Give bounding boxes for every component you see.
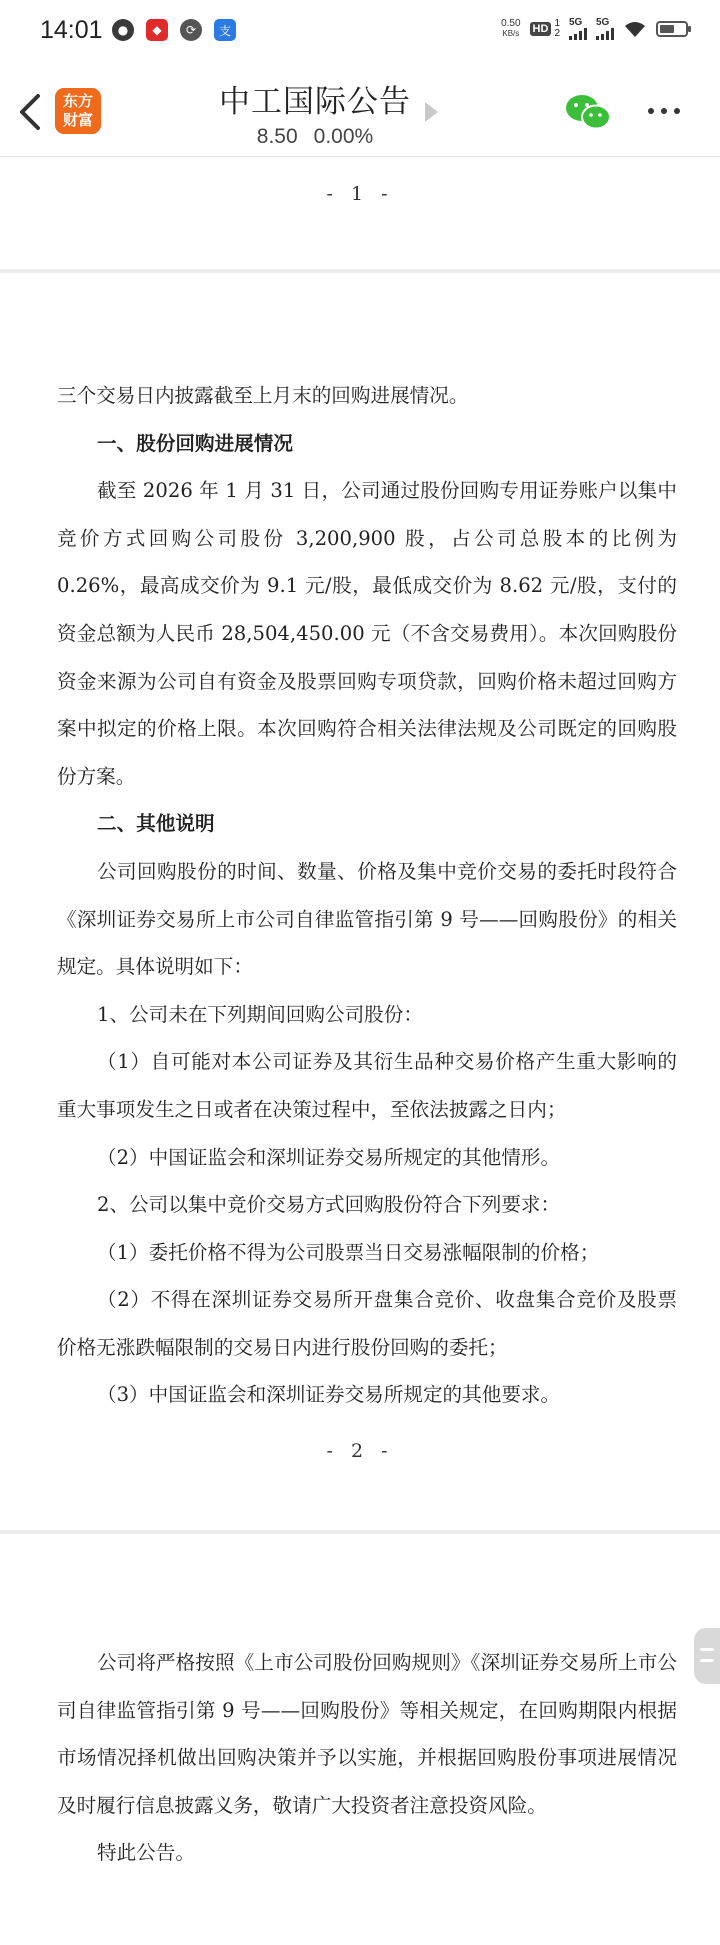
section-heading-2: 二、其他说明 [97,812,215,836]
signal-2 [596,18,614,40]
paragraph: 2、公司以集中竞价交易方式回购股份符合下列要求： [97,1193,561,1217]
sync-notification-icon: ⟳ [180,19,202,41]
eastmoney-logo[interactable] [55,88,101,134]
page-number-2: - 2 - [326,1440,394,1462]
logo-line1: 东方 [62,92,93,110]
status-bar [0,0,720,66]
section-heading-1: 一、股份回购进展情况 [97,431,293,455]
paragraph: 1、公司未在下列期间回购公司股份： [97,1002,423,1026]
paragraph: （2）不得在深圳证券交易所开盘集合竞价、收盘集合竞价及股票价格无涨跌幅限制的交易日内进行股份回购的委托； [57,1288,677,1359]
signal-1 [569,18,587,40]
more-menu-icon[interactable] [648,108,680,114]
page-title: 中工国际公告 [219,84,411,120]
closing-statement: 特此公告。 [97,1841,195,1865]
notification-icons [112,19,236,41]
wechat-share-icon[interactable] [565,92,611,132]
paragraph: 公司回购股份的时间、数量、价格及集中竞价交易的委托时段符合《深圳证券交易所上市公司自律监管指引第 9 号——回购股份》的相关规定。具体说明如下： [57,859,677,979]
sim-indicator [554,19,560,39]
stock-price: 8.50 [256,125,298,148]
battery-icon [656,21,688,37]
app-notification-icon: ◆ [146,19,168,41]
stock-change: 0.00% [313,125,374,148]
signal-bars-icon [596,28,614,40]
signal2-label: 5G [596,17,610,28]
paragraph: 截至 2026 年 1 月 31 日，公司通过股份回购专用证券账户以集中竞价方式回购公司股份 3,200,900 股，占公司总股本的比例为 0.26%，最高成交价为 9.1 元/股，最低成交价为 8.62 元/股，支付的资金总额为人民币 28,504,450.00 元（不含交易费用）。本次回购股份资金来源为公司自有资金及股票回购专项贷款，回购价格未超过回购方案中拟定的价格上限。本次回购符合相关法律法规及公司既定的回购股份方案。 [57,479,677,788]
page-2-text [57,372,677,1419]
side-panel-handle[interactable] [694,1628,720,1684]
back-arrow-icon[interactable] [14,90,50,134]
paragraph: 公司将严格按照《上市公司股份回购规则》《深圳证券交易所上市公司自律监管指引第 9 号——回购股份》等相关规定，在回购期限内根据市场情况择机做出回购决策并予以实施，并根据回购股份事项进展情况及时履行信息披露义务，敬请广大投资者注意投资风险。 [57,1651,677,1817]
stock-title-block [180,76,450,149]
app-header [0,66,720,157]
signal-bars-icon [569,28,587,40]
status-right [501,18,688,40]
net-speed-value: 0.50 [501,18,521,29]
wechat-notification-icon: ● [112,19,134,41]
paragraph: （1）自可能对本公司证券及其衍生品种交易价格产生重大影响的重大事项发生之日或者在决策过程中，至依法披露之日内； [57,1050,677,1121]
net-speed-unit: KB/s [502,29,520,38]
sim2-label: 2 [554,28,560,39]
page-divider [0,1530,720,1534]
paragraph: 三个交易日内披露截至上月末的回购进展情况。 [57,384,469,407]
hd-badge: HD [530,22,552,36]
page-divider [0,269,720,273]
status-time: 14:01 [40,16,103,44]
signal1-label: 5G [569,17,583,28]
net-speed [501,19,520,39]
paragraph: （3）中国证监会和深圳证券交易所规定的其他要求。 [97,1383,561,1407]
page-number-1: - 1 - [326,183,394,205]
logo-line2: 财富 [62,111,93,129]
play-arrow-icon[interactable] [425,102,438,122]
alipay-notification-icon: 支 [214,19,236,41]
paragraph: （2）中国证监会和深圳证券交易所规定的其他情形。 [97,1145,561,1169]
price-line [180,125,450,149]
page-3-text [57,1639,677,1877]
paragraph: （1）委托价格不得为公司股票当日交易涨幅限制的价格； [97,1240,600,1264]
sim1-label: 1 [554,18,560,29]
wifi-icon [623,20,647,38]
